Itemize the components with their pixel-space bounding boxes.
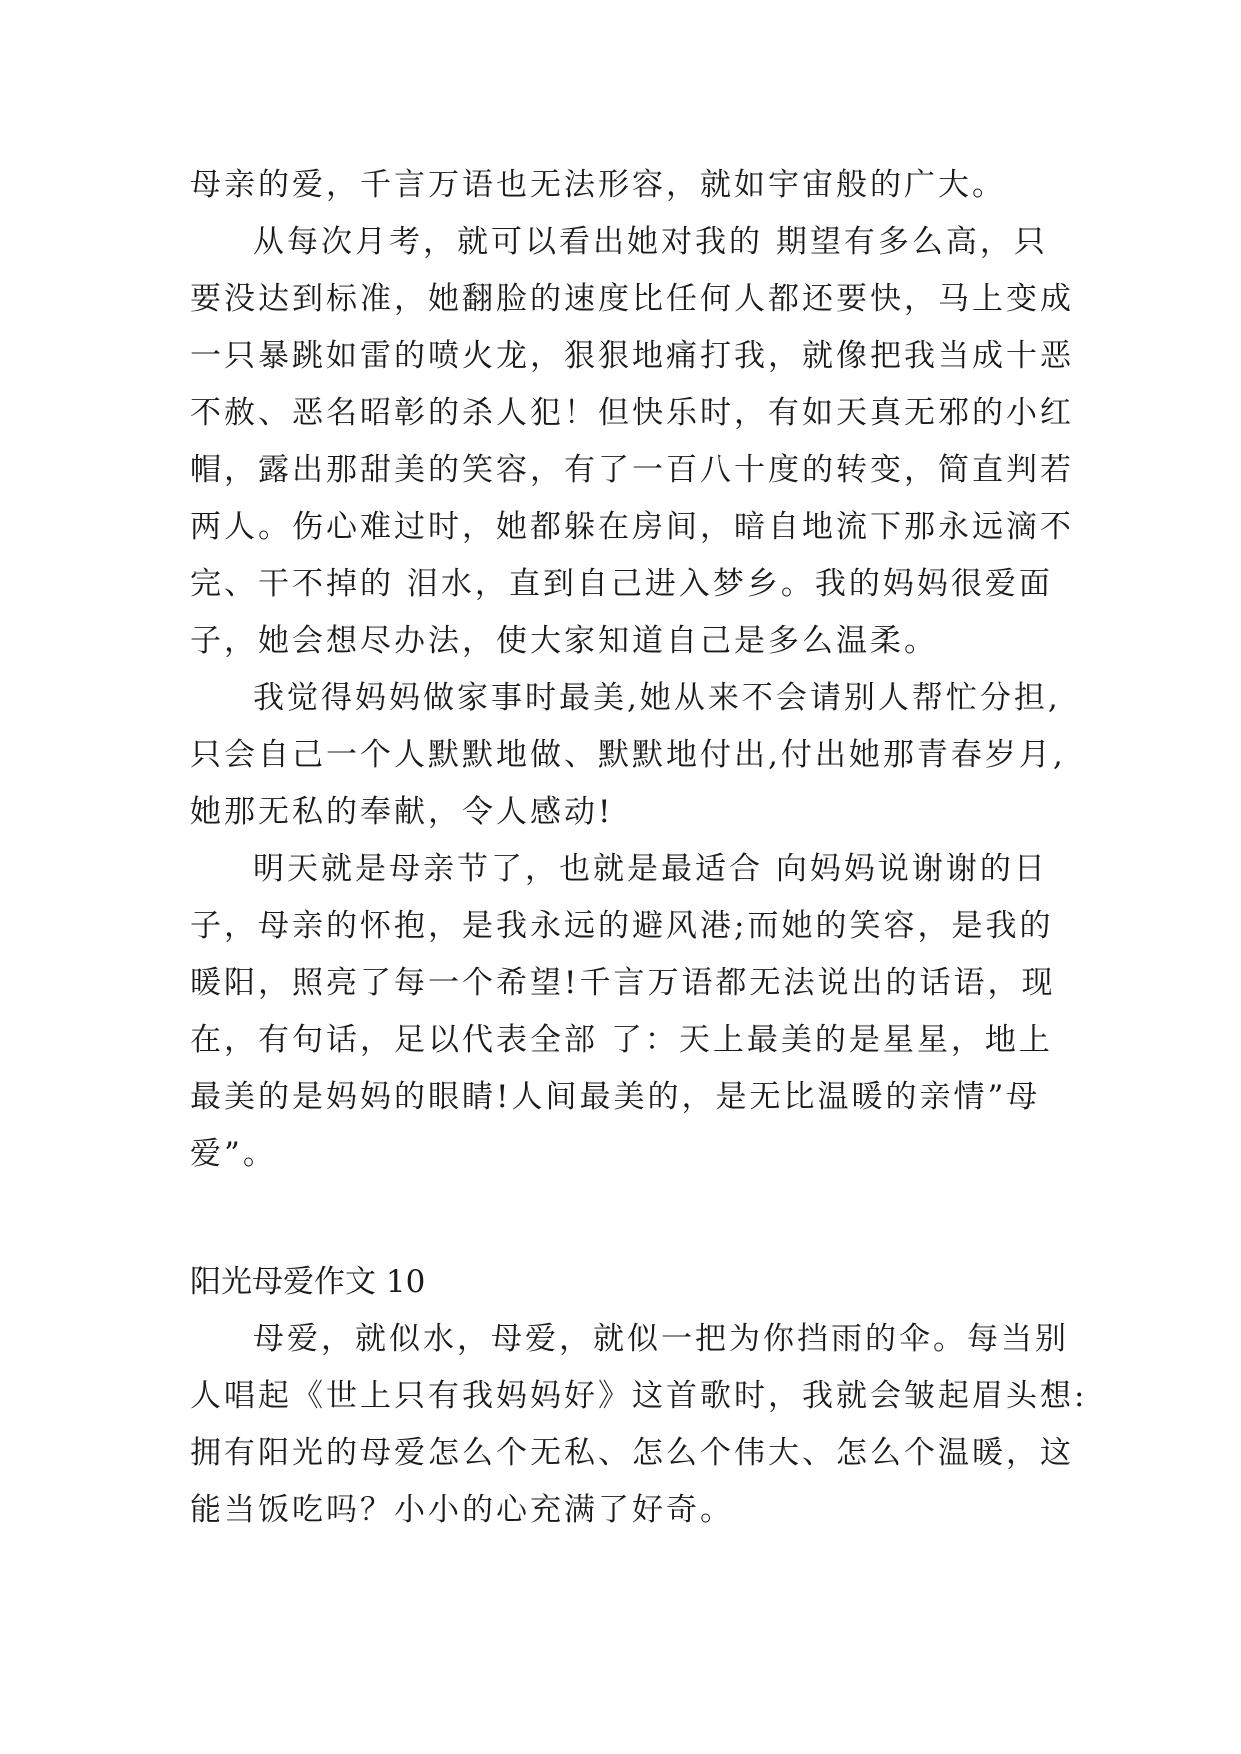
paragraph-line: 最美的是妈妈的眼睛!人间最美的，是无比温暖的亲情”母 — [190, 1079, 1041, 1115]
paragraph-line: 爱”。 — [190, 1136, 277, 1172]
paragraph-line: 完、干不掉的 泪水，直到自己进入梦乡。我的妈妈很爱面 — [190, 566, 1053, 602]
paragraph-line: 子，她会想尽办法，使大家知道自己是多么温柔。 — [190, 623, 938, 659]
paragraph-line: 她那无私的奉献，令人感动! — [190, 794, 614, 830]
paragraph-line: 只会自己一个人默默地做、默默地付出,付出她那青春岁月, — [190, 737, 1066, 773]
paragraph-line: 在，有句话，足以代表全部 了：天上最美的是星星，地上 — [190, 1022, 1053, 1058]
paragraph-line: 子，母亲的怀抱，是我永远的避风港;而她的笑容，是我的 — [190, 908, 1054, 944]
paragraph-line: 母爱，就似水，母爱，就似一把为你挡雨的伞。每当别 — [253, 1321, 1069, 1357]
paragraph-line: 我觉得妈妈做家事时最美,她从来不会请别人帮忙分担, — [253, 680, 1061, 716]
paragraph-line: 母亲的爱，千言万语也无法形容，就如宇宙般的广大。 — [190, 167, 1006, 203]
paragraph-line: 拥有阳光的母爱怎么个无私、怎么个伟大、怎么个温暖，这 — [190, 1435, 1074, 1471]
paragraph-line: 不赦、恶名昭彰的杀人犯！但快乐时，有如天真无邪的小红 — [190, 395, 1074, 431]
paragraph-line: 帽，露出那甜美的笑容，有了一百八十度的转变，简直判若 — [190, 452, 1074, 488]
paragraph-line: 两人。伤心难过时，她都躲在房间，暗自地流下那永远滴不 — [190, 509, 1074, 545]
paragraph-line: 要没达到标准，她翻脸的速度比任何人都还要快，马上变成 — [190, 281, 1074, 317]
paragraph-line: 明天就是母亲节了，也就是最适合 向妈妈说谢谢的日 — [253, 851, 1048, 887]
paragraph-line: 能当饭吃吗？小小的心充满了好奇。 — [190, 1492, 734, 1528]
paragraph-line: 人唱起《世上只有我妈妈好》这首歌时，我就会皱起眉头想: — [190, 1378, 1088, 1414]
paragraph-line: 暖阳，照亮了每一个希望!千言万语都无法说出的话语，现 — [190, 965, 1056, 1001]
paragraph-line: 一只暴跳如雷的喷火龙，狠狠地痛打我，就像把我当成十恶 — [190, 338, 1074, 374]
paragraph-line: 从每次月考，就可以看出她对我的 期望有多么高，只 — [253, 224, 1048, 260]
section-heading: 阳光母爱作文 10 — [190, 1264, 426, 1300]
